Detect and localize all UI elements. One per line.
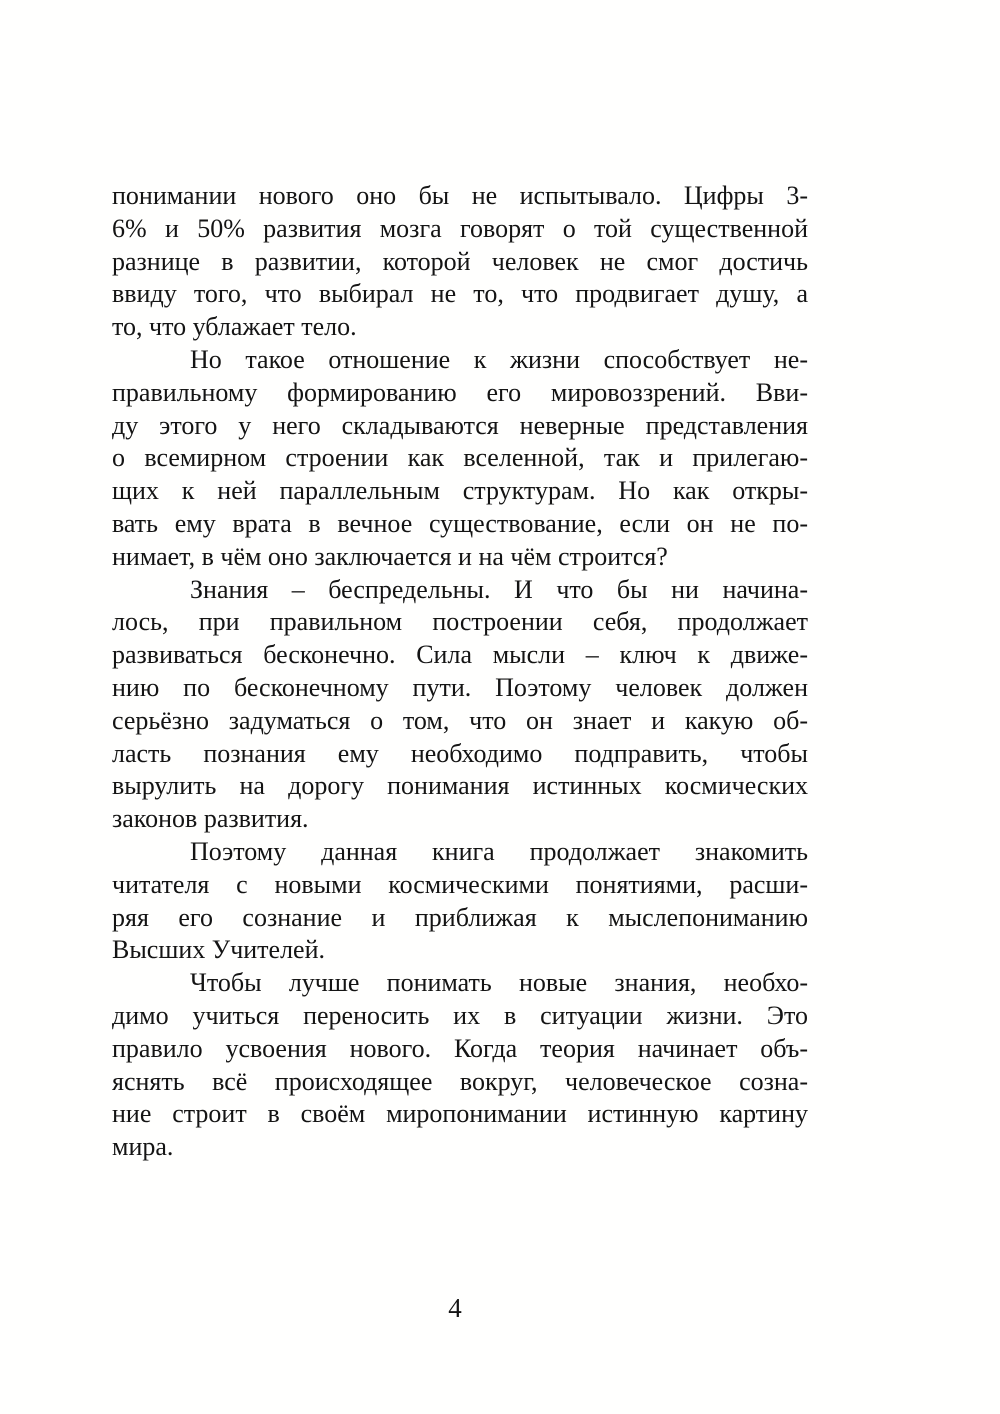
text-line: развиваться бесконечно. Сила мысли – ключ к движе- <box>112 640 808 670</box>
text-line: правильному формированию его мировоззрений. Вви- <box>112 377 808 407</box>
text-line: Чтобы лучше понимать новые знания, необхо- <box>190 968 808 998</box>
text-line: серьёзно задуматься о том, что он знает и какую об- <box>112 705 808 735</box>
text-line: мира. <box>112 1132 174 1162</box>
text-line: вать ему врата в вечное существование, если он не по- <box>112 508 808 538</box>
text-line: нимает, в чём оно заключается и на чём строится? <box>112 541 668 571</box>
text-line: читателя с новыми космическими понятиями, расши- <box>112 869 808 899</box>
text-line: нию по бесконечному пути. Поэтому человек должен <box>112 672 808 702</box>
text-line: яснять всё происходящее вокруг, человеческое созна- <box>112 1066 808 1096</box>
text-line: Но такое отношение к жизни способствует не- <box>190 344 808 374</box>
text-line: ду этого у него складываются неверные представления <box>112 410 808 440</box>
text-line: ряя его сознание и приближая к мыслепониманию <box>112 902 808 932</box>
text-line: ласть познания ему необходимо подправить, чтобы <box>112 738 808 768</box>
text-line: Поэтому данная книга продолжает знакомить <box>190 836 808 866</box>
text-line: понимании нового оно бы не испытывало. Цифры 3- <box>112 181 808 210</box>
text-line: правило усвоения нового. Когда теория начинает объ- <box>112 1033 808 1063</box>
body-text <box>112 180 808 1164</box>
page-number: 4 <box>448 1293 462 1323</box>
text-line: Высших Учителей. <box>112 935 326 965</box>
text-line: Знания – беспредельны. И что бы ни начина- <box>190 574 808 604</box>
text-line: 6% и 50% развития мозга говорят о той существенной <box>112 213 808 243</box>
text-line: то, что ублажает тело. <box>112 312 357 342</box>
text-line: лось, при правильном построении себя, продолжает <box>112 607 808 637</box>
text-line: законов развития. <box>112 804 309 834</box>
text-line: димо учиться переносить их в ситуации жизни. Это <box>112 1000 808 1030</box>
text-line: ввиду того, что выбирал не то, что продвигает душу, а <box>112 279 808 309</box>
text-line: вырулить на дорогу понимания истинных космических <box>112 771 808 801</box>
text-line: разнице в развитии, которой человек не смог достичь <box>112 246 808 276</box>
text-line: щих к ней параллельным структурам. Но как откры- <box>112 476 808 506</box>
text-line: ние строит в своём миропонимании истинную картину <box>112 1099 808 1129</box>
text-line: о всемирном строении как вселенной, так и прилегаю- <box>112 443 808 473</box>
